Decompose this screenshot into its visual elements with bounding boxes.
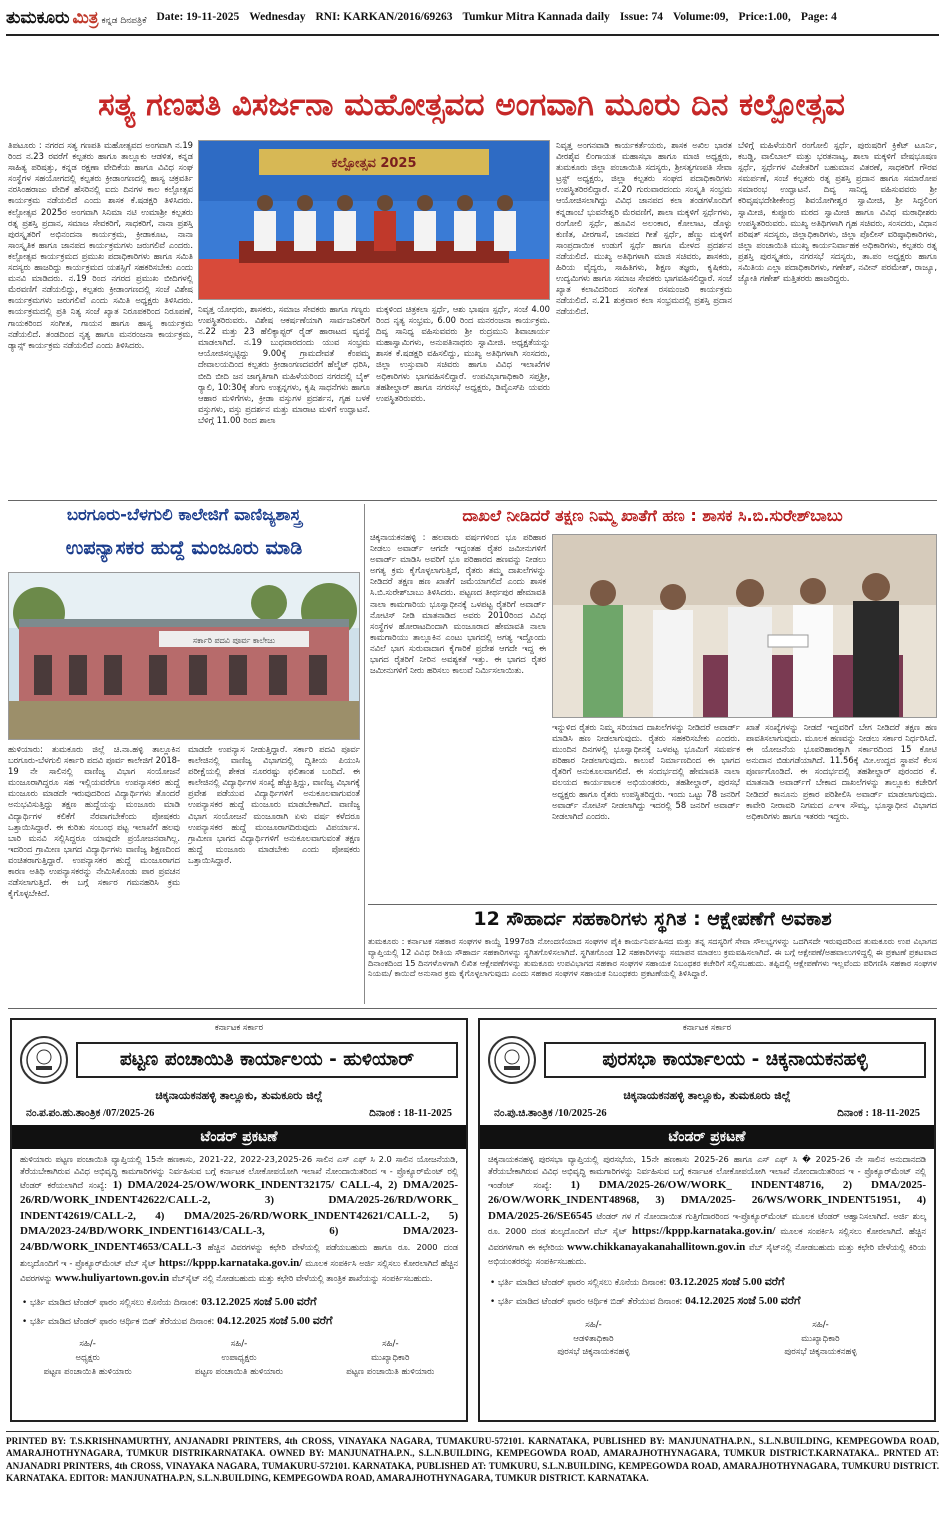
ad-right-ref: ನಂ.ಪು.ಚಿ.ತಾಂತ್ರಿಕ /10/2025-26 (494, 1107, 607, 1119)
ad-right-signatory-1: ಸಹಿ/- ಆಡಳಿತಾಧಿಕಾರಿ ಪುರಸಭೆ ಚಿಕ್ಕನಾಯಕನಹಳ್ಳಿ (557, 1319, 630, 1358)
print-imprint: PRINTED BY: T.S.KRISHNAMURTHY, ANJANADRI PRINTERS, 4th CROSS, VINAYAKA NAGARA, TUMAKURU-572101. KARNATAKA, PUBLISHED BY: MANJUNATHA.P.N., S.L.N.BUILDING, KEMPEGOWDA ROAD, AMARAJHOTHYNAGARA, TUMKUR DISTRIKARNATAKA. OWNED BY: MANJUNATHA.P.N., S.L.N.BUILDING, KEMPEGOWDA ROAD, AMARAJHOTHYNAGARA, TUMKUR DISTRICT.KARNATAKA.. PRNTED AT: ANJANADRI PRINTERS, 4th CROSS, VINAYAKA NAGARA, TUMAKURU-572101. KARNATAKA, PUBLISHED AT: TUMKURU, S.L.N.BUILDING, KEMPEGOWDA ROAD, AMARAJHOTHYNAGARA, TUMKURU DISTRICT. KARNATAKA. EDITOR: MANJUNATHA.P.N, S.L.N.BUILDING, KEMPEGOWDA ROAD, AMARAJHOTHYNAGARA, TUMKUR DISTRICT. KARNATAKA. (6, 1431, 939, 1485)
column-divider (364, 504, 365, 1004)
mla-headline: ದಾಖಲೆ ನೀಡಿದರೆ ತಕ್ಷಣ ನಿಮ್ಮ ಖಾತೆಗೆ ಹಣ : ಶಾಸಕ ಸಿ.ಬಿ.ಸುರೇಶ್‍ಬಾಬು (462, 506, 843, 525)
ad-left-taluk: ಚಿಕ್ಕನಾಯಕನಹಳ್ಳಿ ತಾಲ್ಲೂಕು, ತುಮಕೂರು ಜಿಲ್ಲೆ (155, 1089, 323, 1103)
ad-right-tail3: ವೆಬ್ ಸೈಟ್‌ನಲ್ಲಿ ನೋಡಬಹುದು ಮತ್ತು ಕಛೇರಿ ವೇಳೆಯಲ್ಲಿ ಕಿರಿಯ ಅಭಿಯಂತರರನ್ನು ಸಂಪರ್ಕಿಸಬಹುದು. (488, 1242, 927, 1266)
karnataka-seal-icon (488, 1036, 536, 1084)
logo-tagline: ಕನ್ನಡ ದಿನಪತ್ರಿಕೆ (101, 15, 147, 26)
ad-left-bid-opening: • ಭರ್ತಿ ಮಾಡಿದ ಟೆಂಡರ್ ಫಾರಂ ಆರ್ಥಿಕ ಬಿಡ್ ತೆರೆಯುವ ದಿನಾಂಕ: 04.12.2025 ಸಂಜೆ 5.00 ವರೆಗೆ (22, 1314, 333, 1327)
lead-headline: ಸತ್ಯ ಗಣಪತಿ ವಿಸರ್ಜನಾ ಮಹೋತ್ಸವದ ಅಂಗವಾಗಿ ಮೂರು ದಿನ ಕಲ್ಪೋತ್ಸವ (98, 86, 845, 123)
lead-article-col4: ನಿವೃತ್ತ ಅಂಗನವಾಡಿ ಕಾರ್ಯಕರ್ತೆಯರು, ಶಾಸಕ ಅಖಿಲ ಭಾರತ ವೀರಶೈವ ಲಿಂಗಾಯತ ಮಹಾಸಭಾ ಹಾಗೂ ಮಾಜಿ ಅಧ್ಯಕ್ಷರು, ತುಮಕೂರು ಜಿಲ್ಲಾ ಪಂಚಾಯಿತಿ ಸದಸ್ಯರು, ಶ್ರೀಸತ್ಯಗಣಪತಿ ಸೇವಾ ಟ್ರಸ್ಟ್ ಅಧ್ಯಕ್ಷರು, ಜಿಲ್ಲಾ ಕಲ್ಪತರು ಸಂಘದ ಪದಾಧಿಕಾರಿಗಳು ಉಪಸ್ಥಿತರಿರಲಿದ್ದಾರೆ. ನ.20 ಗುರುವಾರದಂದು ಸಂಸ್ಕೃತಿ ಸಂಭ್ರಮ ಆಯೋಜಿಸಲಾಗಿದ್ದು ವಿವಿಧ ಜಾನಪದ ಕಲಾ ತಂಡಗಳೊಂದಿಗೆ ಕನ್ನಡಾಂಬೆ ಭುವನೇಶ್ವರಿ ಮೆರವಣಿಗೆ, ಶಾಲಾ ಮಕ್ಕಳಿಗೆ ಸ್ಪರ್ಧೆಗಳು, ರಂಗೋಲಿ ಸ್ಪರ್ಧೆ, ಹೂವಿನ ಅಲಂಕಾರ, ಕೋಲಾಟ, ಡೊಳ್ಳು ಕುಣಿತ, ವೀರಗಾಸೆ, ಜಾನಪದ ಗೀತೆ ಸ್ಪರ್ಧೆ, ಹೆಣ್ಣು ಮಕ್ಕಳಿಗೆ ಸಾಂಪ್ರದಾಯಿಕ ಉಡುಗೆ ಸ್ಪರ್ಧೆ ಹಾಗೂ ಮೇಳದ ಪ್ರದರ್ಶನ ನಡೆಯಲಿದೆ. ಮುಖ್ಯ ಅತಿಥಿಗಳಾಗಿ ಮಾಜಿ ಸಚಿವರು, ಶಾಸಕರು, ಹಿರಿಯ ವೈದ್ಯರು, ಸಾಹಿತಿಗಳು, ಶಿಕ್ಷಣ ತಜ್ಞರು, ಕೃಷಿಕರು, ಉದ್ಯಮಿಗಳು ಹಾಗೂ ಸಮಾಜ ಸೇವಕರು ಭಾಗವಹಿಸಲಿದ್ದಾರೆ. ಸಂಜೆ ಖ್ಯಾತ ಕಲಾವಿದರಿಂದ ಸಂಗೀತ ರಸಮಂಜರಿ ಕಾರ್ಯಕ್ರಮ ನಡೆಯಲಿದೆ. ನ.21 ಶುಕ್ರವಾರ ಕಲಾ ಸಂಭ್ರಮದಲ್ಲಿ ಪ್ರಶಸ್ತಿ ಪ್ರದಾನ ನಡೆಯಲಿದೆ. (556, 140, 732, 317)
ad-left-office: ಪಟ್ಟಣ ಪಂಚಾಯಿತಿ ಕಾರ್ಯಾಲಯ - ಹುಳಿಯಾರ್ (76, 1042, 458, 1078)
ad-right-date: ದಿನಾಂಕ : 18-11-2025 (837, 1107, 920, 1119)
issue-number: Issue: 74 (619, 11, 663, 24)
section-divider (8, 500, 937, 501)
ad-right-deadline: • ಭರ್ತಿ ಮಾಡಿದ ಟೆಂಡರ್ ಫಾರಂ ಸಲ್ಲಿಸಲು ಕೊನೆಯ ದಿನಾಂಕ: 03.12.2025 ಸಂಜೆ 5.00 ವರೆಗೆ (490, 1276, 785, 1289)
lead-article-col5: ಬೆಳಿಗ್ಗೆ ಮಹಿಳೆಯರಿಗೆ ರಂಗೋಲಿ ಸ್ಪರ್ಧೆ, ಪುರುಷರಿಗೆ ಕ್ರಿಕೆಟ್ ಟೂರ್ನಿ, ಕಬಡ್ಡಿ, ವಾಲಿಬಾಲ್ ಮತ್ತು ಭರತನಾಟ್ಯ, ಶಾಲಾ ಮಕ್ಕಳಿಗೆ ವೇಷಭೂಷಣ ಸ್ಪರ್ಧೆ, ಸ್ಪರ್ಧೆಗಳ ವಿಜೇತರಿಗೆ ಬಹುಮಾನ ವಿತರಣೆ, ಸಾಧಕರಿಗೆ ಗೌರವ ಸಮರ್ಪಣೆ, ಸಂಜೆ ಕಲ್ಪತರು ರತ್ನ ಪ್ರಶಸ್ತಿ ಪ್ರದಾನ ಹಾಗೂ ಸಮಾರೋಪ ಸಮಾರಂಭ ಉದ್ಘಾಟನೆ. ದಿವ್ಯ ಸಾನಿಧ್ಯ ವಹಿಸುವವರು ಶ್ರೀ ಕರಿವೃಷಭದೇಶೀಕೇಂದ್ರ ಶಿವಯೋಗೀಶ್ವರ ಸ್ವಾಮೀಜಿ, ಶ್ರೀ ಸಿದ್ಧಲಿಂಗ ಸ್ವಾಮೀಜಿ, ಕುಪ್ಪೂರು ಮಠದ ಸ್ವಾಮೀಜಿ ಹಾಗೂ ವಿವಿಧ ಮಠಾಧೀಶರು ಉಪಸ್ಥಿತರಿರುವರು. ಮುಖ್ಯ ಅತಿಥಿಗಳಾಗಿ ಗೃಹ ಸಚಿವರು, ಸಂಸದರು, ವಿಧಾನ ಪರಿಷತ್ ಸದಸ್ಯರು, ಜಿಲ್ಲಾಧಿಕಾರಿಗಳು, ಜಿಲ್ಲಾ ಪೊಲೀಸ್ ವರಿಷ್ಠಾಧಿಕಾರಿಗಳು, ಜಿಲ್ಲಾ ಪಂಚಾಯಿತಿ ಮುಖ್ಯ ಕಾರ್ಯನಿರ್ವಾಹಕ ಅಧಿಕಾರಿಗಳು, ಕಲ್ಪತರು ರತ್ನ ಪ್ರಶಸ್ತಿ ಪುರಸ್ಕೃತರು, ನಗರಸಭೆ ಸದಸ್ಯರು, ತಾ.ಪಂ ಅಧ್ಯಕ್ಷರು ಹಾಗೂ ಸಮಿತಿಯ ಎಲ್ಲಾ ಪದಾಧಿಕಾರಿಗಳು, ಗಣೇಶ್, ನವೀನ್ ಪರಮೇಶ್, ರಾಜ್ಯೂ, ಜ್ಯೋತಿ ಗಣೇಶ್ ಮತ್ತಿತರರು ಹಾಜರಿದ್ದರು. (738, 140, 937, 284)
mla-article-col3: ಖಾತೆ ಸಂಖ್ಯೆಗಳನ್ನು ನೀಡದೆ ಇದ್ದವರಿಗೆ ಬೇಗ ನೀಡಿದರೆ ತಕ್ಷಣ ಹಣ ಪಾವತಿಸಲಾಗುವುದು. ಮೂಲಕ ಹಣವನ್ನು ನೀಡಲು ಸರ್ಕಾರ ನಿರ್ಧರಿಸಿದೆ. ಈ ಯೋಜನೆಯ ಭೂಪರಿಹಾರಕ್ಕಾಗಿ ಸರ್ಕಾರದಿಂದ 15 ಕೋಟಿ ಅನುದಾನ ಬಿಡುಗಡೆಯಾಗಿದೆ. 11.56ಕ್ಕೆ ಮೀ.ಉದ್ದದ ಸ್ಥಾಪನೆ ಕೆಲಸ ಪೂರ್ಣಗೊಂಡಿದೆ. ಈ ಸಂದರ್ಭದಲ್ಲಿ ತಹಶೀಲ್ದಾರ್ ಪುರಂದರ ಕೆ. ಮಾತನಾಡಿ ಅವಾರ್ಡ್‌ಗೆ ಬೇಕಾದ ದಾಖಲೆಗಳನ್ನು ತಾಲ್ಲೂಕು ಕಚೇರಿಗೆ ನೀಡಿದರೆ ಕಾನೂನು ಪ್ರಕಾರ ಪರಿಶೀಲಿಸಿ ಅವಾರ್ಡ್ ಮಾಡಲಾಗುವುದು. ಕಾವೇರಿ ನೀರಾವರಿ ನಿಗಮದ ಎಇಇ ಸೌಮ್ಯ, ಭೂಸ್ವಾಧೀನ ವಿಭಾಗದ ಅಧಿಕಾರಿಗಳು ಹಾಗೂ ಇತರರು ಇದ್ದರು. (746, 722, 937, 821)
tender-ad-chikkanayakanahalli (478, 1018, 936, 1422)
price: Price:1.00, (738, 11, 791, 24)
logo-main: ತುಮಕೂರು (6, 7, 70, 28)
ad-right-url-town: www.chikkanayakanahallitown.gov.in (567, 1241, 746, 1254)
stage-banner-text: ಕಲ್ಪೋತ್ಸವ 2025 (331, 156, 417, 171)
mla-article-col2: ಇನ್ನುಳಿದ ರೈತರು ನಿಮ್ಮ ಸರಿಯಾದ ದಾಖಲೆಗಳನ್ನು ನೀಡಿದರೆ ಅವಾರ್ಡ್ ಮಾಡಿಸಿ ಹಣ ನೀಡಲಾಗುವುದು. ರೈತರು ಸಹಕರಿಸಬೇಕು ಎಂದರು. ಮುಂದಿನ ದಿನಗಳಲ್ಲಿ ಭೂಸ್ವಾಧೀನಕ್ಕೆ ಒಳಪಟ್ಟ ಭೂಮಿಗೆ ಸಮರ್ಪಕ ಪರಿಹಾರ ನೀಡಲಾಗುವುದು. ಕಾಲುವೆ ನಿರ್ಮಾಣದಿಂದ ಈ ಭಾಗದ ರೈತರಿಗೆ ಅನುಕೂಲವಾಗಲಿದೆ. ಈ ಸಂದರ್ಭದಲ್ಲಿ ಹೇಮಾವತಿ ನಾಲಾ ವಲಯದ ಕಾರ್ಯಪಾಲಕ ಅಭಿಯಂತರರು, ತಹಶೀಲ್ದಾರ್, ಪುರಸಭೆ ಅಧ್ಯಕ್ಷರು ಹಾಗೂ ರೈತರು ಉಪಸ್ಥಿತರಿದ್ದರು. ಇಂದು ಒಟ್ಟು 78 ಜನರಿಗೆ ಅವಾರ್ಡ್ ನೋಟಿಸ್ ನೀಡಲಾಗಿದ್ದು ಇದರಲ್ಲಿ 58 ಜನರಿಗೆ ಅವಾರ್ಡ್ ನೀಡಲಾಗಿದೆ ಎಂದರು. (552, 722, 740, 821)
ads-divider (8, 1008, 937, 1009)
tender-ad-huliyar (10, 1018, 468, 1422)
college-article-col2: ಮಾಡದೇ ಉಪನ್ಯಾಸ ನೀಡುತ್ತಿದ್ದಾರೆ. ಸರ್ಕಾರಿ ಪದವಿ ಪೂರ್ವ ಕಾಲೇಜಿನಲ್ಲಿ ವಾಣಿಜ್ಯ ವಿಭಾಗದಲ್ಲಿ ದ್ವಿತೀಯ ಪಿಯುಸಿ ಪರೀಕ್ಷೆಯಲ್ಲಿ ಶೇಕಡ ನೂರರಷ್ಟು ಫಲಿತಾಂಶ ಬಂದಿದೆ. ಈ ಕಾಲೇಜಿನಲ್ಲಿ ವಿದ್ಯಾರ್ಥಿಗಳ ಸಂಖ್ಯೆ ಹೆಚ್ಚುತ್ತಿದ್ದು, ವಾಣಿಜ್ಯ ವಿಭಾಗಕ್ಕೆ ಪ್ರವೇಶ ಪಡೆಯುವ ವಿದ್ಯಾರ್ಥಿಗಳಿಗೆ ಅನುಕೂಲವಾಗುವಂತೆ ಉಪನ್ಯಾಸಕರ ಹುದ್ದೆ ಮಂಜೂರು ಮಾಡಬೇಕಾಗಿದೆ. ವಾಣಿಜ್ಯ ವಿಭಾಗ ಸಂಯೋಜನೆ ಮಂಜೂರಾಗಿ ಏಳು ವರ್ಷ ಕಳೆದರೂ ಉಪನ್ಯಾಸಕರ ಹುದ್ದೆ ಮಂಜೂರಾಗದಿರುವುದು ವಿಪರ್ಯಾಸ. ಗ್ರಾಮೀಣ ಭಾಗದ ವಿದ್ಯಾರ್ಥಿಗಳಿಗೆ ಅನುಕೂಲವಾಗುವಂತೆ ತಕ್ಷಣ ಹುದ್ದೆ ಮಂಜೂರು ಮಾಡಬೇಕು ಎಂದು ಪೋಷಕರು ಒತ್ತಾಯಿಸಿದ್ದಾರೆ. (188, 744, 360, 865)
ad-left-gov: ಕರ್ನಾಟಕ ಸರ್ಕಾರ (214, 1023, 264, 1033)
ad-left-signatory-1: ಸಹಿ/- ಅಧ್ಯಕ್ಷರು ಪಟ್ಟಣ ಪಂಚಾಯಿತಿ ಹುಳಿಯಾರು (43, 1339, 132, 1377)
lead-headline-band (8, 74, 935, 136)
ad-right-taluk: ಚಿಕ್ಕನಾಯಕನಹಳ್ಳಿ ತಾಲ್ಲೂಕು, ತುಮಕೂರು ಜಿಲ್ಲೆ (623, 1089, 791, 1103)
college-headline-line1: ಬರಗೂರು-ಬೆಳಗುಲಿ ಕಾಲೇಜಿಗೆ ವಾಣಿಜ್ಯಶಾಸ್ತ್ರ (66, 505, 302, 524)
issue-weekday: Wednesday (249, 11, 306, 24)
college-photo (8, 572, 360, 740)
lead-article-col2: ನಿವೃತ್ತ ಯೋಧರು, ಶಾಸಕರು, ಸಮಾಜ ಸೇವಕರು ಹಾಗೂ ಗಣ್ಯರು ಉಪಸ್ಥಿತರಿರುವರು. ವಿಶೇಷ ಆಕರ್ಷಣೆಯಾಗಿ ಸಾರ್ವಜನಿಕರಿಗೆ ನ.22 ಮತ್ತು 23 ಹೆಲಿಕ್ಯಾಪ್ಟರ್ ರೈಡ್ ಹಾರಾಟದ ವ್ಯವಸ್ಥೆ ಮಾಡಲಾಗಿದೆ. ನ.19 ಬುಧವಾರದಂದು ಯುವ ಸಂಭ್ರಮ ಆಯೋಜಿಸಲ್ಪಟ್ಟಿದ್ದು 9.00ಕ್ಕೆ ಗ್ರಾಮದೇವತೆ ಕೆಂಪಮ್ಮ ದೇವಾಲಯದಿಂದ ಕಲ್ಪತರು ಕ್ರೀಡಾಂಗಣದವರೆಗೆ ಹೆಲ್ಮೆಟ್ ಧರಿಸಿ, ಬೀದಿ ಬೀದಿ ಜನ ಜಾಗೃತಿಗಾಗಿ ಮಹಿಳೆಯರಿಂದ ನಗರದಲ್ಲಿ ಬೈಕ್ ರ‍್ಯಾಲಿ, 10:30ಕ್ಕೆ ತೆಂಗು ಉತ್ಪನ್ನಗಳು, ಕೃಷಿ ಸಾಧನೆಗಳು ಹಾಗೂ ಆಹಾರ ಮಳಿಗೆಗಳು, ಕ್ರೀಡಾ ವಸ್ತುಗಳ ಪ್ರದರ್ಶನ, ಗೃಹ ಬಳಕೆ ವಸ್ತುಗಳು, ವಸ್ತು ಪ್ರದರ್ಶನ ಮತ್ತು ಮಾರಾಟ ಮಳಿಗೆ ಉದ್ಘಾಟನೆ. ಬೆಳಿಗ್ಗೆ 11.00 ರಿಂದ ಶಾಲಾ (198, 304, 370, 425)
college-article-col1: ಹುಳಿಯಾರು: ತುಮಕೂರು ಜಿಲ್ಲೆ ಚಿ.ನಾ.ಹಳ್ಳಿ ತಾಲ್ಲೂಕಿನ ಬರಗೂರು-ಬೆಳಗುಲಿ ಸರ್ಕಾರಿ ಪದವಿ ಪೂರ್ವ ಕಾಲೇಜಿಗೆ 2018-19 ನೇ ಸಾಲಿನಲ್ಲಿ ವಾಣಿಜ್ಯ ವಿಭಾಗ ಸಂಯೋಜನೆ ಮಂಜೂರಾಗಿದ್ದರೂ ಸಹ ಇಲ್ಲಿಯವರೆಗೂ ಉಪನ್ಯಾಸಕರ ಹುದ್ದೆ ಮಂಜೂರು ಮಾಡದೇ ಇರುವುದರಿಂದ ವಿದ್ಯಾರ್ಥಿಗಳು ತೊಂದರೆ ಅನುಭವಿಸುತ್ತಿದ್ದು ತಕ್ಷಣ ಹುದ್ದೆಯನ್ನು ಮಂಜೂರು ಮಾಡಿ ವಿದ್ಯಾರ್ಥಿಗಳ ಕಲಿಕೆಗೆ ನೆರವಾಗಬೇಕೆಂದು ಪೋಷಕರು ಒತ್ತಾಯಿಸಿದ್ದಾರೆ. ಈ ಕುರಿತು ಸಂಬಂಧ ಪಟ್ಟ ಇಲಾಖೆಗೆ ಹಲವು ಬಾರಿ ಮನವಿ ಸಲ್ಲಿಸಿದ್ದರೂ ಯಾವುದೇ ಪ್ರಯೋಜನವಾಗಿಲ್ಲ. ಇದರಿಂದ ಗ್ರಾಮೀಣ ಭಾಗದ ವಿದ್ಯಾರ್ಥಿಗಳು ವಾಣಿಜ್ಯ ಶಿಕ್ಷಣದಿಂದ ವಂಚಿತರಾಗುತ್ತಿದ್ದಾರೆ. ಉಪನ್ಯಾಸಕರ ಹುದ್ದೆ ಮಂಜೂರಾಗದ ಕಾರಣ ಅತಿಥಿ ಉಪನ್ಯಾಸಕರನ್ನು ನೇಮಿಸಿಕೊಂಡು ಪಾಠ ಪ್ರವಚನ ನಡೆಸಲಾಗುತ್ತಿದೆ. ಈ ಬಗ್ಗೆ ಸರ್ಕಾರ ಗಮನಹರಿಸಿ ಕ್ರಮ ಕೈಗೊಳ್ಳಬೇಕಿದೆ. (8, 744, 180, 899)
event-photo-stage (198, 140, 550, 300)
ad-left-tail3: ವೆಬ್‌ಸೈಟ್ ನಲ್ಲಿ ನೋಡಬಹುದು ಮತ್ತು ಕಛೇರಿ ವೇಳೆಯಲ್ಲಿ ತಾಂತ್ರಿಕ ಶಾಖೆಯನ್ನು ಸಂಪರ್ಕಿಸಬಹುದು. (171, 1273, 433, 1284)
volume-number: Volume:09, (672, 11, 729, 24)
mla-article-col1: ಚಿಕ್ಕನಾಯಕನಹಳ್ಳಿ : ಹಲವಾರು ವರ್ಷಗಳಿಂದ ಭೂ ಪರಿಹಾರ ನೀಡಲು ಅವಾರ್ಡ್ ಆಗದೇ ಇದ್ದಂತಹ ರೈತರ ಜಮೀನುಗಳಿಗೆ ಅವಾರ್ಡ್ ಮಾಡಿಸಿ ಅವರಿಗೆ ಭೂ ಪರಿಹಾರದ ಹಣವನ್ನು ನೀಡಲು ಅಗತ್ಯ ಕ್ರಮ ಕೈಗೊಳ್ಳಲಾಗುತ್ತಿದೆ, ರೈತರು ತಮ್ಮ ದಾಖಲೆಗಳನ್ನು ನೀಡಿದರೆ ತಕ್ಷಣ ಹಣ ಖಾತೆಗೆ ಜಮೆಯಾಗಲಿದೆ ಎಂದು ಶಾಸಕ ಸಿ.ಬಿ.ಸುರೇಶ್‍ಬಾಬು ತಿಳಿಸಿದರು. ಪಟ್ಟಣದ ತೀರ್ಥಪುರ ಹೇಮಾವತಿ ನಾಲಾ ಕಾಮಗಾರಿಯ ಭೂಸ್ವಾಧೀನಕ್ಕೆ ಒಳಪಟ್ಟ ರೈತರಿಗೆ ಅವಾರ್ಡ್ ನೋಟಿಸ್ ನೀಡಿ ಮಾತನಾಡಿದ ಅವರು 2010ರಿಂದ ವಿವಿಧ ಸಂಸ್ಥೆಗಳ ಹೋರಾಟದಿಂದಾಗಿ ಮಂಜೂರಾದ ಹೇಮಾವತಿ ನಾಲಾ ಕಾಮಗಾರಿಯು ತಾಲ್ಲೂಕಿನ ಎಂಟು ಭಾಗದಲ್ಲಿ ಅಗತ್ಯ ಇದ್ದೊಂದು ನವಿಲೆ ಭಾಗ ಸುರುವಾದಾಗ ಕೈಗಾರಿಕೆ ಪ್ರದೇಶ ಆಗದೇ ಇದ್ದ ಈ ಭಾಗದ ರೈತರಿಗೆ ನೀರಿನ ಅವಶ್ಯಕತೆ ಇತ್ತು. ಈ ಭಾಗದ ರೈತರ ಜಮೀನುಗಳಿಗೆ ನೀರು ಹರಿಸಲು ಕಾಲುವೆ ನಿರ್ಮಿಸಲಾಯಿತು. (370, 532, 546, 676)
masthead (6, 2, 939, 36)
ad-left-indent-codes: 1) DMA/2024-25/OW/WORK_INDENT32175/ CALL-4, 2) DMA/2025-26/RD/WORK_INDENT42622/CALL-2, 3) DMA/2025-26/RD/WORK_ INDENT42619/CALL-2, 4) DMA/2025-26/RD/WORK_INDENT42621/CALL-2, 5) DMA/2023-24/BD/WORK_INDENT16143/CALL-3, 6) DMA/2023-24/BD/WORK_INDENT4653/CALL-3 (20, 1178, 458, 1254)
ad-left-tail2: ಮೂಲಕ ಸಂಪರ್ಕಿಸಿ ಅರ್ಜಿ ಸಲ್ಲಿಸಲು ಕೋರಲಾಗಿದೆ ಹೆಚ್ಚಿನ ವಿವರಗಳನ್ನು (20, 1257, 459, 1284)
ad-left-signatory-3: ಸಹಿ/- ಮುಖ್ಯಾಧಿಕಾರಿ ಪಟ್ಟಣ ಪಂಚಾಯಿತಿ ಹುಳಿಯಾರು (346, 1339, 435, 1377)
lead-article-col3: ಮಕ್ಕಳಿಂದ ಚಿತ್ರಕಲಾ ಸ್ಪರ್ಧೆ, ಆಶು ಭಾಷಣ ಸ್ಪರ್ಧೆ, ಸಂಜೆ 4.00 ರಿಂದ ನೃತ್ಯ ಸಂಭ್ರಮ, 6.00 ರಿಂದ ಮನರಂಜನಾ ಕಾರ್ಯಕ್ರಮ. ದಿವ್ಯ ಸಾನಿಧ್ಯ ವಹಿಸುವವರು ಶ್ರೀ ರುದ್ರಮುನಿ ಶಿವಾಚಾರ್ಯ ಮಹಾಸ್ವಾಮಿಗಳು, ಅನುಪತಿನಾಥರು ಸ್ವಾಮೀಜಿ. ಅಧ್ಯಕ್ಷತೆಯನ್ನು ಶಾಸಕ ಕೆ.ಷಡಕ್ಷರಿ ವಹಿಸಲಿದ್ದು, ಮುಖ್ಯ ಅತಿಥಿಗಳಾಗಿ ಸಂಸದರು, ಜಿಲ್ಲಾ ಉಸ್ತುವಾರಿ ಸಚಿವರು ಹಾಗೂ ವಿವಿಧ ಇಲಾಖೆಗಳ ಅಧಿಕಾರಿಗಳು ಭಾಗವಹಿಸಲಿದ್ದಾರೆ. ಉಪವಿಭಾಗಾಧಿಕಾರಿ ಸಪ್ತಶ್ರೀ, ತಹಶೀಲ್ದಾರ್ ಹಾಗೂ ನಗರಸಭೆ ಅಧ್ಯಕ್ಷರು, ಡಿವೈಎಸ್‍ಪಿ ಯವರು ಉಪಸ್ಥಿತರಿರುವರು. (376, 304, 550, 403)
ad-right-tail2: ಮೂಲಕ ಸಂಪರ್ಕಿಸಿ ಸಲ್ಲಿಸಲು ಕೋರಲಾಗಿದೆ. ಹೆಚ್ಚಿನ ವಿವರಗಳಿಗಾಗಿ ಈ ಕಛೇರಿಯ (488, 1226, 926, 1253)
issue-date: Date: 19-11-2025 (156, 11, 240, 24)
ad-right-tail: ಟೆಂಡರ್ ಗಳ ಗೆ ನೋಂದಾಯಿತ ಗುತ್ತಿಗೆದಾರರಿಂದ ಇ-ಪ್ರೊಕ್ಯೂರ್‌ಮೆಂಟ್ ಮೂಲಕ ಟೆಂಡರ್ ಆಹ್ವಾನಿಸಲಾಗಿದೆ. ಅರ್ಜಿ ಶುಲ್ಕ ರೂ. 2000 ದಂಡ ಶುಲ್ಕದೊಂದಿಗೆ ವೆಬ್ ಸೈಟ್ (488, 1210, 926, 1237)
college-headline-line2: ಉಪನ್ಯಾಸಕರ ಹುದ್ದೆ ಮಂಜೂರು ಮಾಡಿ (65, 537, 303, 559)
coop-divider (368, 904, 937, 905)
lead-article-col1: ತಿಪಟೂರು : ನಗರದ ಸತ್ಯ ಗಣಪತಿ ಮಹೋತ್ಸವದ ಅಂಗವಾಗಿ ನ.19 ರಿಂದ ನ.23 ರವರೆಗೆ ಕಲ್ಪತರು ಹಾಗೂ ತಾಲ್ಲೂಕು ಆಡಳಿತ, ಕನ್ನಡ ಸಾಹಿತ್ಯ ಪರಿಷತ್ತು, ಕನ್ನಡ ರಕ್ಷಣಾ ವೇದಿಕೆಯ ಹಾಗೂ ವಿವಿಧ ಸಂಘ ಸಂಸ್ಥೆಗಳ ಸಹಯೋಗದಲ್ಲಿ ಕಲ್ಪತರು ಕ್ರೀಡಾಂಗಣದಲ್ಲಿ ಹಾಸ್ಯ ಚಕ್ರವರ್ತಿ ನರಸಿಂಹರಾಜು ವೇದಿಕೆ ಹೆಸರಿನಲ್ಲಿ ಐದು ದಿನಗಳ ಕಾಲ ಕಲ್ಪೋತ್ಸವ ಕಾರ್ಯಕ್ರಮ ನಡೆಯಲಿದೆ ಎಂದು ಶಾಸಕ ಕೆ.ಷಡಕ್ಷರಿ ತಿಳಿಸಿದರು. ಕಲ್ಪೋತ್ಸವ 2025ರ ಅಂಗವಾಗಿ ಸಿನಿಮಾ ನಟಿ ಉಮಾಶ್ರೀ ಕಲ್ಪತರು ರತ್ನ ಪ್ರಶಸ್ತಿ ಪ್ರದಾನ, ಸಮಾಜ ಸೇವಕರಿಗೆ, ಸಾಧಕರಿಗೆ, ನಾನಾ ಪ್ರಶಸ್ತಿ ಪುರಸ್ಕೃತರಿಗೆ ಅಭಿನಂದನಾ ಕಾರ್ಯಕ್ರಮ, ಕ್ರೀಡಾಕೂಟ, ನಾನಾ ಸಾಂಸ್ಕೃತಿಕ ಹಾಗೂ ಜಾನಪದ ಕಾರ್ಯಕ್ರಮಗಳು ಜರುಗಲಿವೆ ಎಂದರು. ಕಲ್ಪೋತ್ಸವ ಕಾರ್ಯಕ್ರಮದ ಪ್ರಮುಖ ಪದಾಧಿಕಾರಿಗಳು ಹಾಗೂ ಸಮಿತಿ ಸದಸ್ಯರು ಹಾಜರಿದ್ದು ಕಾರ್ಯಕ್ರಮದ ಯಶಸ್ಸಿಗೆ ಸಹಕರಿಸಬೇಕು ಎಂದು ಮನವಿ ಮಾಡಿದರು. ನ.19 ರಿಂದ ನಗರದ ಪ್ರಮುಖ ಬೀದಿಗಳಲ್ಲಿ ಮೆರವಣಿಗೆ ನಡೆಯಲಿದ್ದು, ಕಲ್ಪತರು ಕ್ರೀಡಾಂಗಣದಲ್ಲಿ ಸಂಜೆ ವಿಶೇಷ ಕಾರ್ಯಕ್ರಮಗಳು ಜರುಗಲಿವೆ ಎಂದು ಸಮಿತಿ ಅಧ್ಯಕ್ಷರು ತಿಳಿಸಿದರು. ಕಾರ್ಯಕ್ರಮದಲ್ಲಿ ಪ್ರತಿ ನಿತ್ಯ ಸಂಜೆ ಖ್ಯಾತ ನಿರೂಪಕರಿಂದ ನಿರೂಪಣೆ, ಗಾಯಕರಿಂದ ಸಂಗೀತ, ಗಾಯನ ಹಾಗೂ ಹಾಸ್ಯ ಕಾರ್ಯಕ್ರಮ ನಡೆಯಲಿದೆ. ತಂಡದಿಂದ ನೃತ್ಯ ಹಾಗೂ ಮನರಂಜನಾ ಕಾರ್ಯಕ್ರಮ, ಡ್ಯಾನ್ಸ್ ಕಾರ್ಯಕ್ರಮ ನಡೆಯಲಿದೆ ಎಂದು ತಿಳಿಸಿದರು. (8, 140, 193, 350)
ad-left-url-town: www.huliyartown.gov.in (55, 1272, 170, 1285)
ad-left-banner: ಟೆಂಡರ್ ಪ್ರಕಟಣೆ (12, 1125, 466, 1149)
ad-left-ref: ನಂ.ಪ.ಪಂ.ಹು.ತಾಂತ್ರಿಕ /07/2025-26 (26, 1107, 155, 1119)
ad-right-bid-opening: • ಭರ್ತಿ ಮಾಡಿದ ಟೆಂಡರ್ ಫಾರಂ ಆರ್ಥಿಕ ಬಿಡ್ ತೆರೆಯುವ ದಿನಾಂಕ: 04.12.2025 ಸಂಜೆ 5.00 ವರೆಗೆ (490, 1295, 801, 1308)
coop-article: ತುಮಕೂರು : ಕರ್ನಾಟಕ ಸಹಕಾರ ಸಂಘಗಳ ಕಾಯ್ದೆ 1997ರಡಿ ನೋಂದಣಿಯಾದ ಸಂಘಗಳ ಪೈಕಿ ಕಾರ್ಯನಿರ್ವಹಿಸದ ಮತ್ತು ತನ್ನ ಸದಸ್ಯರಿಗೆ ಸೇವಾ ಸೌಲಭ್ಯಗಳನ್ನು ಒದಗಿಸದೇ ಇರುವುದರಿಂದ ತುಮಕೂರು ಉಪ ವಿಭಾಗದ ವ್ಯಾಪ್ತಿಯಲ್ಲಿ 12 ವಿವಿಧ ರೀತಿಯ ಸೌಹಾರ್ದ ಸಹಕಾರಿಗಳನ್ನು ಸ್ಥಗಿತಗೊಳಿಸಲಾಗಿದೆ. ಸ್ಥಗಿತಗೊಂಡ 12 ಸಹಕಾರಿಗಳನ್ನು ಸಮಾಪನ ಮಾಡಲು ಕ್ರಮವಹಿಸಲಾಗಿದೆ. ಈ ಬಗ್ಗೆ ಆಕ್ಷೇಪಣೆ/ಅಹವಾಲುಗಳಿದ್ದಲ್ಲಿ ಈ ಪ್ರಕಟಣೆ ಪ್ರಕಟವಾದ ದಿನಾಂಕದಿಂದ 15 ದಿನಗಳೊಳಗಾಗಿ ಲಿಖಿತ ಆಕ್ಷೇಪಣೆಗಳನ್ನು ತುಮಕೂರು ಉಪವಿಭಾಗದ ಸಹಕಾರ ಸಂಘಗಳ ಸಹಾಯಕ ನಿಬಂಧಕರ ಕಚೇರಿಗೆ ಸಲ್ಲಿಸಬಹುದು. ತಪ್ಪಿದಲ್ಲಿ ಆಕ್ಷೇಪಣೆಗಳು ಇಲ್ಲವೆಂದು ಪರಿಗಣಿಸಿ ಸಹಕಾರ ಸಂಘಗಳ ನಿಯಮ/ ಕಾಯಿದೆ ಅನುಸಾರ ಕ್ರಮ ಕೈಗೊಳ್ಳಲಾಗುವುದು ಎಂದು ಸಹಕಾರ ಸಂಘಗಳ ಸಹಾಯಕ ನಿಬಂಧಕರು ಪ್ರಕಟಣೆಯಲ್ಲಿ ತಿಳಿಸಿದ್ದಾರೆ. (368, 936, 937, 979)
ad-right-signatory-2: ಸಹಿ/- ಮುಖ್ಯಾಧಿಕಾರಿ ಪುರಸಭೆ ಚಿಕ್ಕನಾಯಕನಹಳ್ಳಿ (784, 1319, 857, 1358)
ad-right-url-kppp: https://kppp.karnataka.gov.in/ (632, 1225, 776, 1238)
ad-right-office: ಪುರಸಭಾ ಕಾರ್ಯಾಲಯ - ಚಿಕ್ಕನಾಯಕನಹಳ್ಳಿ (544, 1042, 926, 1078)
newspaper-logo (6, 7, 146, 29)
ad-left-tail: ಹೆಚ್ಚಿನ ವಿವರಗಳನ್ನು ಕಛೇರಿ ವೇಳೆಯಲ್ಲಿ ಪಡೆಯಬಹುದು ಹಾಗೂ ರೂ. 2000 ದಂಡ ಶುಲ್ಕದೊಂದಿಗೆ ಇ - ಪ್ರೊಕ್ಯೂರ್‌ಮೆಂಟ್ ವೆಬ್ ಸೈಟ್ (20, 1242, 459, 1268)
college-signboard: ಸರ್ಕಾರಿ ಪದವಿ ಪೂರ್ವ ಕಾಲೇಜು (192, 636, 276, 645)
karnataka-seal-icon (20, 1036, 68, 1084)
coop-headline: 12 ಸೌಹಾರ್ದ ಸಹಕಾರಿಗಳು ಸ್ಥಗಿತ : ಆಕ್ಷೇಪಣೆಗೆ ಅವಕಾಶ (473, 908, 832, 930)
ad-right-gov: ಕರ್ನಾಟಕ ಸರ್ಕಾರ (682, 1023, 732, 1033)
ad-left-date: ದಿನಾಂಕ : 18-11-2025 (369, 1107, 452, 1119)
ad-right-intro: ಚಿಕ್ಕನಾಯಕನಹಳ್ಳಿ ಪುರಸಭಾ ವ್ಯಾಪ್ತಿಯಲ್ಲಿ ಪುರಸಭೆಯ, 15ನೇ ಹಣಕಾಸು 2025-26 ಹಾಗೂ ಎಸ್ ಎಫ್ ಸಿ � 2025-26 ನೇ ಸಾಲಿನ ಅನುದಾನದಡಿ ತೆರೆಯಬೇಕಾಗಿರುವ ವಿವಿಧ ಅಭಿವೃದ್ಧಿ ಕಾಮಗಾರಿಗಳನ್ನು ನಿರ್ವಹಿಸುವ ಬಗ್ಗೆ ಕರ್ನಾಟಕ ಲೋಕೋಪಯೋಗಿ ಇಲಾಖೆ ನೋಂದಾಯಿತರಿಂದ ಇ - ಪ್ರೊಕ್ಯೂರ್‌ಮೆಂಟ್ ನಲ್ಲಿ ಇಂಡೆಂಟ್ ಸಂಖ್ಯೆ: (488, 1154, 926, 1190)
rni-number: RNI: KARKAN/2016/69263 (315, 11, 453, 24)
ad-right-banner: ಟೆಂಡರ್ ಪ್ರಕಟಣೆ (480, 1125, 934, 1149)
ad-left-deadline: • ಭರ್ತಿ ಮಾಡಿದ ಟೆಂಡರ್ ಫಾರಂ ಸಲ್ಲಿಸಲು ಕೊನೆಯ ದಿನಾಂಕ: 03.12.2025 ಸಂಜೆ 5.00 ವರೆಗೆ (22, 1295, 317, 1308)
ad-left-intro: ಹುಳಿಯಾರು ಪಟ್ಟಣ ಪಂಚಾಯಿತಿ ವ್ಯಾಪ್ತಿಯಲ್ಲಿ 15ನೇ ಹಣಕಾಸು, 2021-22, 2022-23,2025-26 ಸಾಲಿನ ಎಸ್ ಎಫ್ ಸಿ 2.0 ಸಾಲಿನ ಯೋಜನೆಯಡಿ, ತೆರೆಯಬೇಕಾಗಿರುವ ವಿವಿಧ ಅಭಿವೃದ್ಧಿ ಕಾಮಗಾರಿಗಳನ್ನು ನಿರ್ವಹಿಸುವ ಬಗ್ಗೆ ಕರ್ನಾಟಕ ಲೋಕೋಪಯೋಗಿ ಇಲಾಖೆ ನೋಂದಾಯಿತರಿಂದ ಇ - ಪ್ರೊಕ್ಯೂರ್‌ಮೆಂಟ್ ರಲ್ಲಿ ಟೆಂಡರ್ ಕರೆಯಲಾಗಿದೆ ಸಂಖ್ಯೆ: (20, 1154, 458, 1190)
logo-accent: ಮಿತ್ರ (72, 7, 99, 28)
paper-name: Tumkur Mitra Kannada daily (462, 11, 610, 24)
mla-photo (552, 534, 937, 718)
page-number: Page: 4 (800, 11, 837, 24)
ad-right-indent-codes: 1) DMA/2025-26/OW/WORK_ INDENT48716, 2) DMA/2025-26/OW/WORK_INDENT48968, 3) DMA/2025- 26/WS/WORK_INDENT51951, 4) DMA/2025-26/SE6545 (488, 1178, 927, 1222)
ad-left-signatory-2: ಸಹಿ/- ಉಪಾಧ್ಯಕ್ಷರು ಪಟ್ಟಣ ಪಂಚಾಯಿತಿ ಹುಳಿಯಾರು (194, 1339, 284, 1377)
ad-left-url-kppp: https://kppp.karnataka.gov.in/ (158, 1256, 303, 1269)
